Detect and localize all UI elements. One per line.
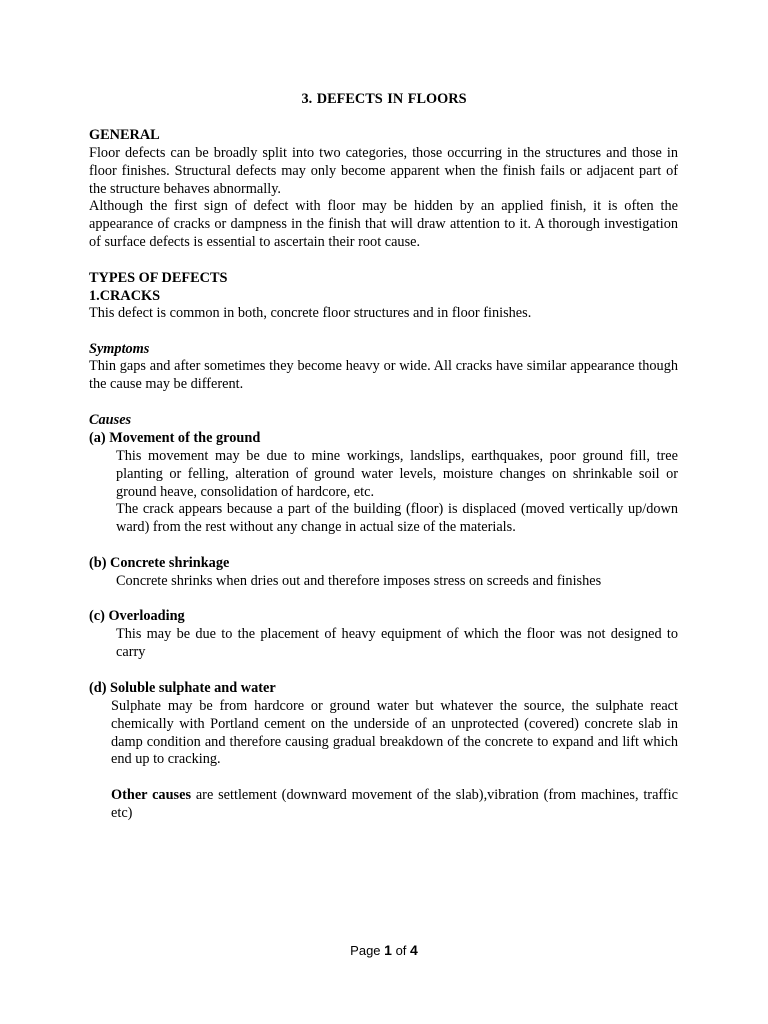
- footer-total-pages: 4: [410, 942, 418, 958]
- cause-b-heading: (b) Concrete shrinkage: [89, 555, 230, 571]
- cause-a-paragraph-2: The crack appears because a part of the building (floor) is displaced (moved vertically up/down ward) from the rest without any change in actual size of the materials.: [116, 501, 678, 535]
- page-title: 3. DEFECTS IN FLOORS: [301, 91, 467, 107]
- cracks-intro: This defect is common in both, concrete floor structures and in floor finishes.: [89, 305, 532, 321]
- cause-a-heading: (a) Movement of the ground: [89, 430, 261, 446]
- cause-d-heading: (d) Soluble sulphate and water: [89, 680, 276, 696]
- cause-b-text: Concrete shrinks when dries out and therefore imposes stress on screeds and finishes: [116, 573, 602, 589]
- cause-a-paragraph-1: This movement may be due to mine workings, landslips, earthquakes, poor ground fill, tree planting or felling, alteration of ground water levels, moisture changes on shrinkable soil or ground heave, consolidation of hardcore, etc.: [116, 448, 678, 500]
- other-causes-text: are settlement (downward movement of the slab),vibration (from machines, traffic etc): [111, 787, 678, 821]
- cause-d-text: Sulphate may be from hardcore or ground water but whatever the source, the sulphate react chemically with Portland cement on the underside of an unprotected (covered) concrete slab in damp condition and therefore causing gradual breakdown of the concrete to expand and lift which end up to cracking.: [111, 698, 678, 768]
- general-heading: GENERAL: [89, 127, 160, 143]
- footer-of-word: of: [391, 943, 411, 958]
- cause-c-text: This may be due to the placement of heavy equipment of which the floor was not designed to carry: [116, 626, 678, 660]
- symptoms-text: Thin gaps and after sometimes they become heavy or wide. All cracks have similar appearance though the cause may be different.: [89, 358, 678, 392]
- cracks-heading: 1.CRACKS: [89, 288, 161, 304]
- general-paragraph-1: Floor defects can be broadly split into two categories, those occurring in the structures and those in floor finishes. Structural defects may only become apparent when the finish fails or adjacent part of the structure behaves abnormally.: [89, 145, 678, 197]
- cause-c-heading: (c) Overloading: [89, 608, 185, 624]
- page-footer: [0, 942, 768, 958]
- footer-page-word: Page: [350, 943, 385, 958]
- types-heading: TYPES OF DEFECTS: [89, 270, 228, 286]
- other-causes-label: Other causes: [111, 787, 192, 803]
- general-paragraph-2: Although the first sign of defect with floor may be hidden by an applied finish, it is often the appearance of cracks or dampness in the finish that will draw attention to it. A thorough investigation of surface defects is essential to ascertain their root cause.: [89, 198, 678, 250]
- other-causes-paragraph: [111, 787, 678, 823]
- footer-current-page: 1: [384, 942, 392, 958]
- symptoms-heading: Symptoms: [89, 341, 150, 357]
- causes-heading: Causes: [89, 412, 132, 428]
